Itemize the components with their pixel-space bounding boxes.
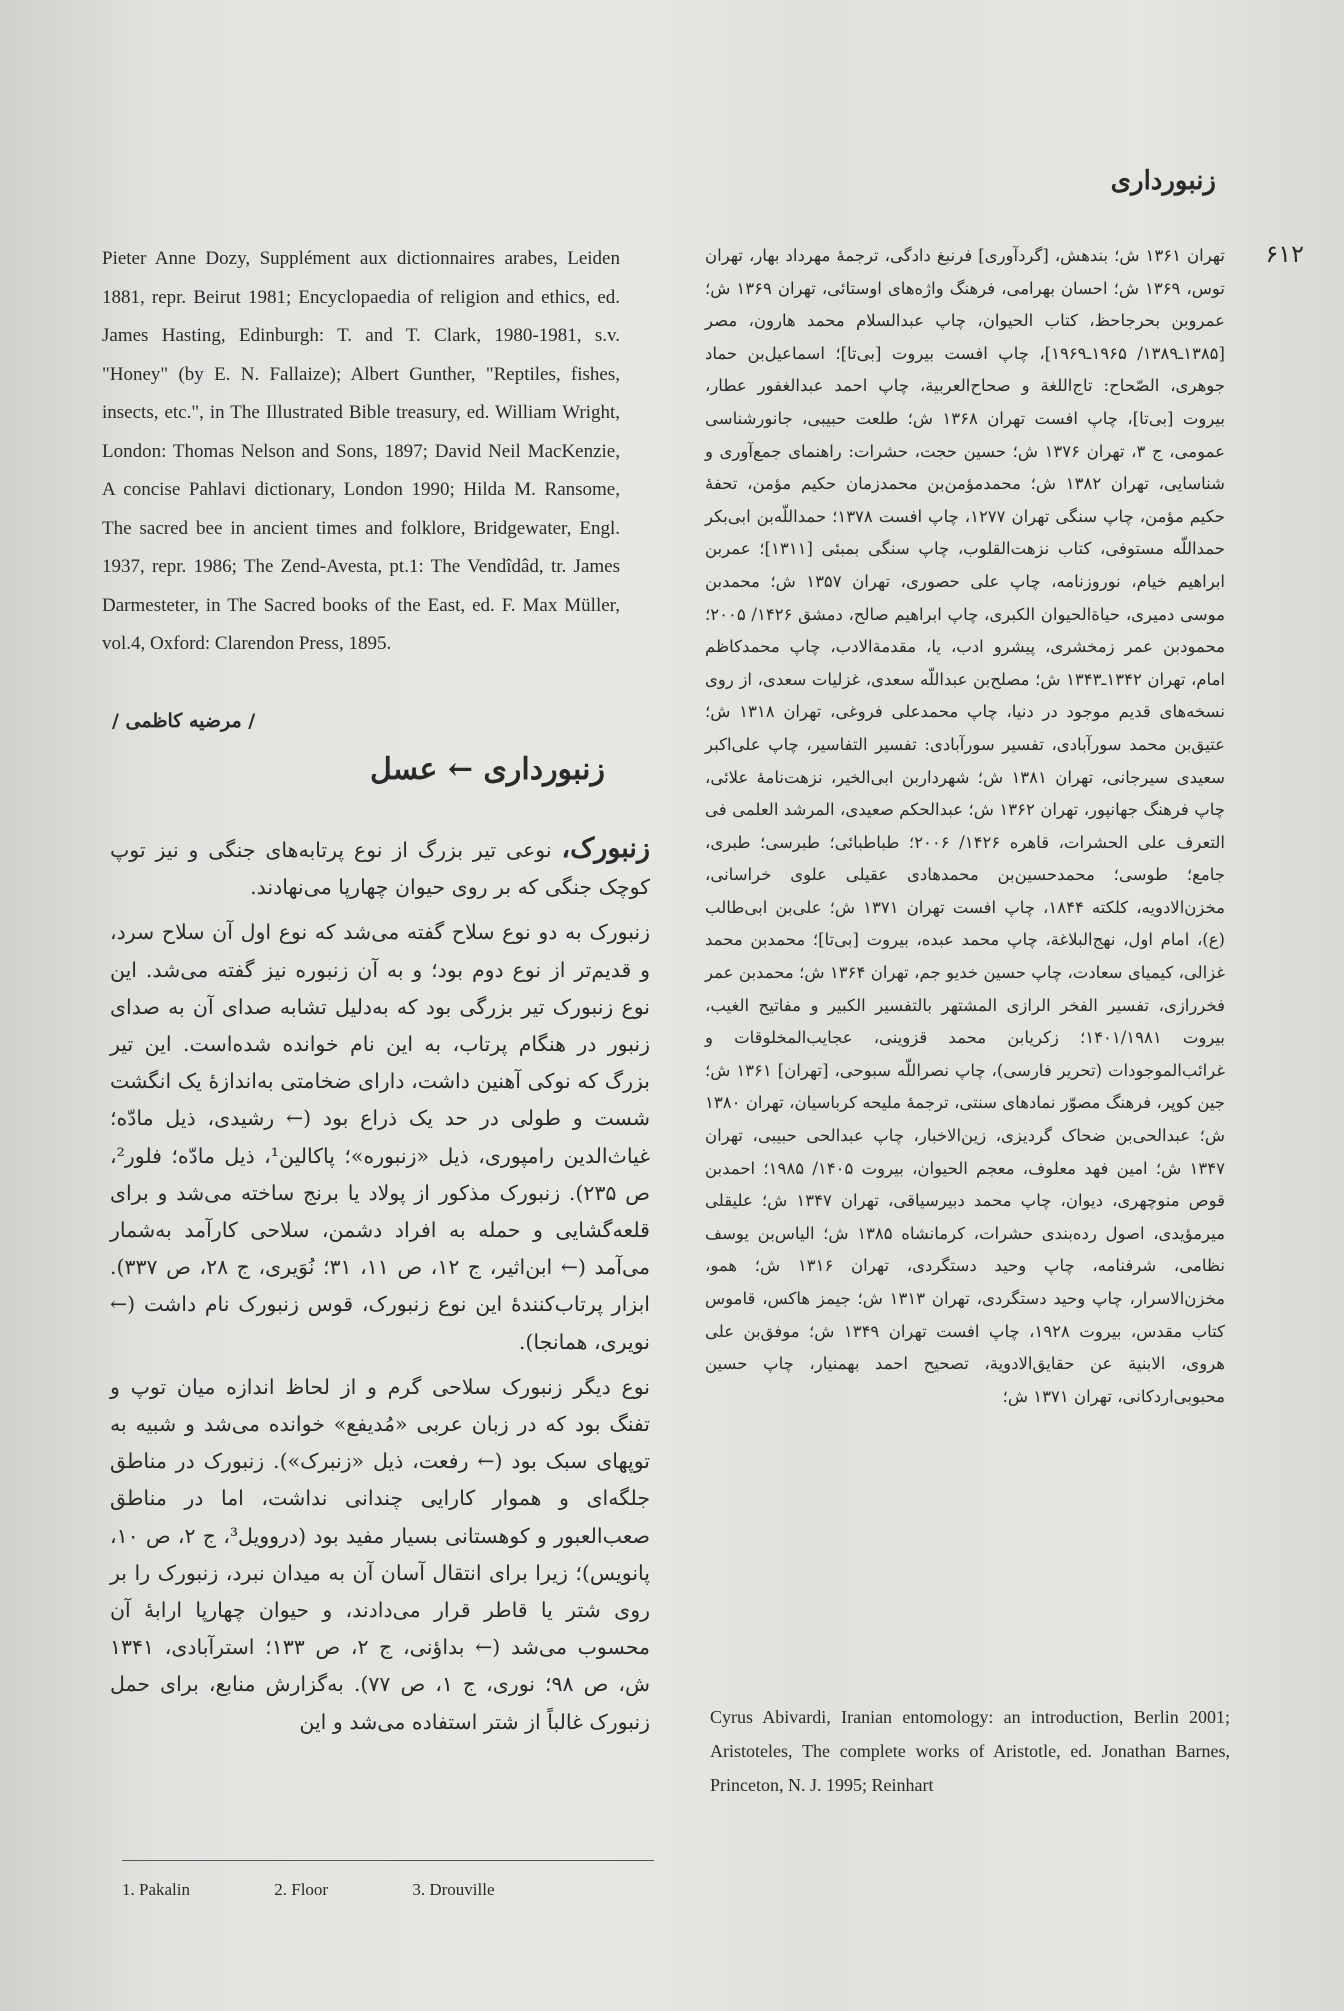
page-number: ۶۱۲: [1265, 240, 1304, 268]
running-head: زنبورداری: [1110, 166, 1216, 196]
right-column-references: [705, 240, 1225, 1413]
entry-heading: زنبورداری ← عسل: [370, 752, 605, 787]
footnote-2: 2. Floor: [274, 1880, 329, 1899]
article-paragraph-3: نوع دیگر زنبورک سلاحی گرم و از لحاظ اندازه میان توپ و تفنگ بود که در زبان عربی «مُدیفع» خوانده می‌شد و شبیه به توپهای سبک بود (← رفعت، ذیل «زنبرک»). زنبورک در مناطق جلگه‌ای و هموار کارایی چندانی نداشت، اما در مناطق صعب‌العبور و کوهستانی بسیار مفید بود (دروویل³، ج ۲، ص ۱۰، پانویس)؛ زیرا برای انتقال آسان آن به میدان نبرد، زنبورک را بر روی شتر یا قاطر قرار می‌دادند، و حیوان چهارپا ارابهٔ آن محسوب می‌شد (← بداؤنی، ج ۲، ص ۱۳۳؛ استرآبادی، ۱۳۴۱ ش، ص ۹۸؛ نوری، ج ۱، ص ۷۷). به‌گزارش منابع، برای حمل زنبورک غالباً از شتر استفاده می‌شد و این: [110, 1374, 651, 1734]
article-paragraph-1: زنبورک، نوعی تیر بزرگ از نوع پرتابه‌های جنگی و نیز توپ کوچک جنگی که بر روی حیوان چهارپا می‌نهادند.: [110, 833, 650, 900]
article-body: [110, 830, 650, 1749]
footnote-1: 1. Pakalin: [122, 1880, 190, 1899]
footnotes: [122, 1880, 642, 1900]
persian-bibliography: تهران ۱۳۶۱ ش؛ بندهش، [گردآوری] فرنبغ دادگی، ترجمهٔ مهرداد بهار، تهران توس، ۱۳۶۹ ش؛ احسان بهرامی، فرهنگ واژه‌های اوستائی، تهران ۱۳۶۹ ش؛ عمروبن بحرجاحظ، کتاب الحیوان، چاپ عبدالسلام محمد هارون، مصر [۱۳۸۵ـ۱۳۸۹/ ۱۹۶۵ـ۱۹۶۹]، چاپ افست بیروت [بی‌تا]؛ اسماعیل‌بن حماد جوهری، الصّحاح: تاج‌اللغة و صحاح‌العربیة، چاپ احمد عبدالغفور عطار، بیروت [بی‌تا]، چاپ افست تهران ۱۳۶۸ ش؛ طلعت حبیبی، جانورشناسی عمومی، ج ۳، تهران ۱۳۷۶ ش؛ حسین حجت، حشرات: راهنمای جمع‌آوری و شناسایی، تهران ۱۳۸۲ ش؛ محمدمؤمن‌بن محمدزمان حکیم مؤمن، تحفهٔ حکیم مؤمن، چاپ سنگی تهران ۱۲۷۷، چاپ افست ۱۳۷۸؛ حمداللّه‌بن ابی‌بکر حمداللّه مستوفی، کتاب نزهت‌القلوب، چاپ سنگی بمبئی [۱۳۱۱]؛ عمربن ابراهیم خیام، نوروزنامه، چاپ علی حصوری، تهران ۱۳۵۷ ش؛ محمدبن موسی دمیری، حیاة‌الحیوان الکبری، چاپ ابراهیم صالح، دمشق ۱۴۲۶/ ۲۰۰۵؛ محمودبن عمر زمخشری، پیشرو ادب، یا، مقدمة‌الادب، چاپ محمدکاظم امام، تهران ۱۳۴۲ـ۱۳۴۳ ش؛ مصلح‌بن عبداللّه سعدی، غزلیات سعدی، از روی نسخه‌های قدیم موجود در دنیا، چاپ محمدعلی فروغی، تهران ۱۳۱۸ ش؛ عتیق‌بن محمد سورآبادی، تفسیر سورآبادی: تفسیر التفاسیر، چاپ علی‌اکبر سعیدی سیرجانی، تهران ۱۳۸۱ ش؛ شهرداربن ابی‌الخیر، نزهت‌نامهٔ علائی، چاپ فرهنگ جهانپور، تهران ۱۳۶۲ ش؛ عبدالحکم صعیدی، المرشد العلمی فی التعرف علی الحشرات، قاهره ۱۴۲۶/ ۲۰۰۶؛ طباطبائی؛ طبرسی؛ طبری، جامع؛ طوسی؛ محمدحسین‌بن محمدهادی عقیلی علوی خراسانی، مخزن‌الادویه، کلکته ۱۸۴۴، چاپ افست تهران ۱۳۷۱ ش؛ علی‌بن ابی‌طالب (ع)، امام اول، نهج‌البلاغة، چاپ محمد عبده، بیروت [بی‌تا]؛ محمدبن محمد غزالی، کیمیای سعادت، چاپ حسین خدیو جم، تهران ۱۳۶۴ ش؛ محمدبن عمر فخررازی، تفسیر الفخر الرازی المشتهر بالتفسیر الکبیر و مفاتیح الغیب، بیروت ۱۴۰۱/۱۹۸۱؛ زکریابن محمد قزوینی، عجایب‌المخلوقات و غرائب‌الموجودات (تحریر فارسی)، چاپ نصراللّه سبوحی، [تهران] ۱۳۶۱ ش؛ جین کوپر، فرهنگ مصوّر نمادهای سنتی، ترجمهٔ ملیحه کرباسیان، تهران ۱۳۸۰ ش؛ عبدالحی‌بن ضحاک گردیزی، زین‌الاخبار، چاپ عبدالحی حبیبی، تهران ۱۳۴۷ ش؛ امین فهد معلوف، معجم الحیوان، بیروت ۱۴۰۵/ ۱۹۸۵؛ احمدبن قوص منوچهری، دیوان، چاپ محمد دبیرسیاقی، تهران ۱۳۴۷ ش؛ علیقلی میرمؤیدی، اصول رده‌بندی حشرات، کرمانشاه ۱۳۸۵ ش؛ الیاس‌بن یوسف نظامی، شرفنامه، چاپ وحید دستگردی، تهران ۱۳۱۶ ش؛ همو، مخزن‌الاسرار، چاپ وحید دستگردی، تهران ۱۳۱۳ ش؛ جیمز هاکس، قاموس کتاب مقدس، بیروت ۱۹۲۸، چاپ افست تهران ۱۳۴۹ ش؛ موفق‌بن علی هروی، الابنیة عن حقایق‌الادویة، تصحیح احمد بهمنیار، چاپ حسین محبوبی‌اردکانی، تهران ۱۳۷۱ ش؛: [705, 246, 1226, 1406]
lead-word: زنبورک،: [561, 833, 650, 864]
article-paragraph-2: زنبورک به دو نوع سلاح گفته می‌شد که نوع اول آن سلاح سرد، و قدیم‌تر از نوع دوم بود؛ و به آن زنبوره نیز گفته می‌شد. این نوع زنبورک تیر بزرگی بود که به‌دلیل تشابه صدای آن به صدای زنبور در هنگام پرتاب، به این نام خوانده شده‌است. این تیر بزرگ که نوکی آهنین داشت، دارای ضخامتی به‌اندازهٔ یک انگشت شست و طولی در حد یک ذراع بود (← رشیدی، ذیل مادّه؛ غیاث‌الدین رامپوری، ذیل «زنبوره»؛ پاکالین¹، ذیل مادّه؛ فلور²، ص ۲۳۵). زنبورک مذکور از پولاد یا برنج ساخته می‌شد و برای قلعه‌گشایی و حمله به افراد دشمن، سلاحی کارآمد به‌شمار می‌آمد (← ابن‌اثیر، ج ۱۲، ص ۱۱، ۳۱؛ نُوَیری، ج ۲۸، ص ۳۳۷). ابزار پرتاب‌کنندهٔ این نوع زنبورک، قوس زنبورک نام داشت (← نویری، همانجا).: [110, 920, 651, 1354]
right-column-english-refs: Cyrus Abivardi, Iranian entomology: an introduction, Berlin 2001; Aristoteles, The complete works of Aristotle, ed. Jonathan Barnes, Princeton, N. J. 1995; Reinhart: [710, 1707, 1230, 1795]
author-signature: / مرضیه کاظمی /: [112, 710, 256, 732]
left-column-english-refs: Pieter Anne Dozy, Supplément aux dictionnaires arabes, Leiden 1881, repr. Beirut 1981; Encyclopaedia of religion and ethics, ed. James Hasting, Edinburgh: T. and T. Clark, 1980-1981, s.v. "Honey" (by E. N. Fallaize); Albert Gunther, "Reptiles, fishes, insects, etc.", in The Illustrated Bible treasury, ed. William Wright, London: Thomas Nelson and Sons, 1897; David Neil MacKenzie, A concise Pahlavi dictionary, London 1990; Hilda M. Ransome, The sacred bee in ancient times and folklore, Bridgewater, Engl. 1937, repr. 1986; The Zend-Avesta, pt.1: The Vendîdâd, tr. James Darmesteter, in The Sacred books of the East, ed. F. Max Müller, vol.4, Oxford: Clarendon Press, 1895.: [102, 248, 620, 654]
footnote-divider: [122, 1860, 654, 1861]
footnote-3: 3. Drouville: [412, 1880, 495, 1899]
